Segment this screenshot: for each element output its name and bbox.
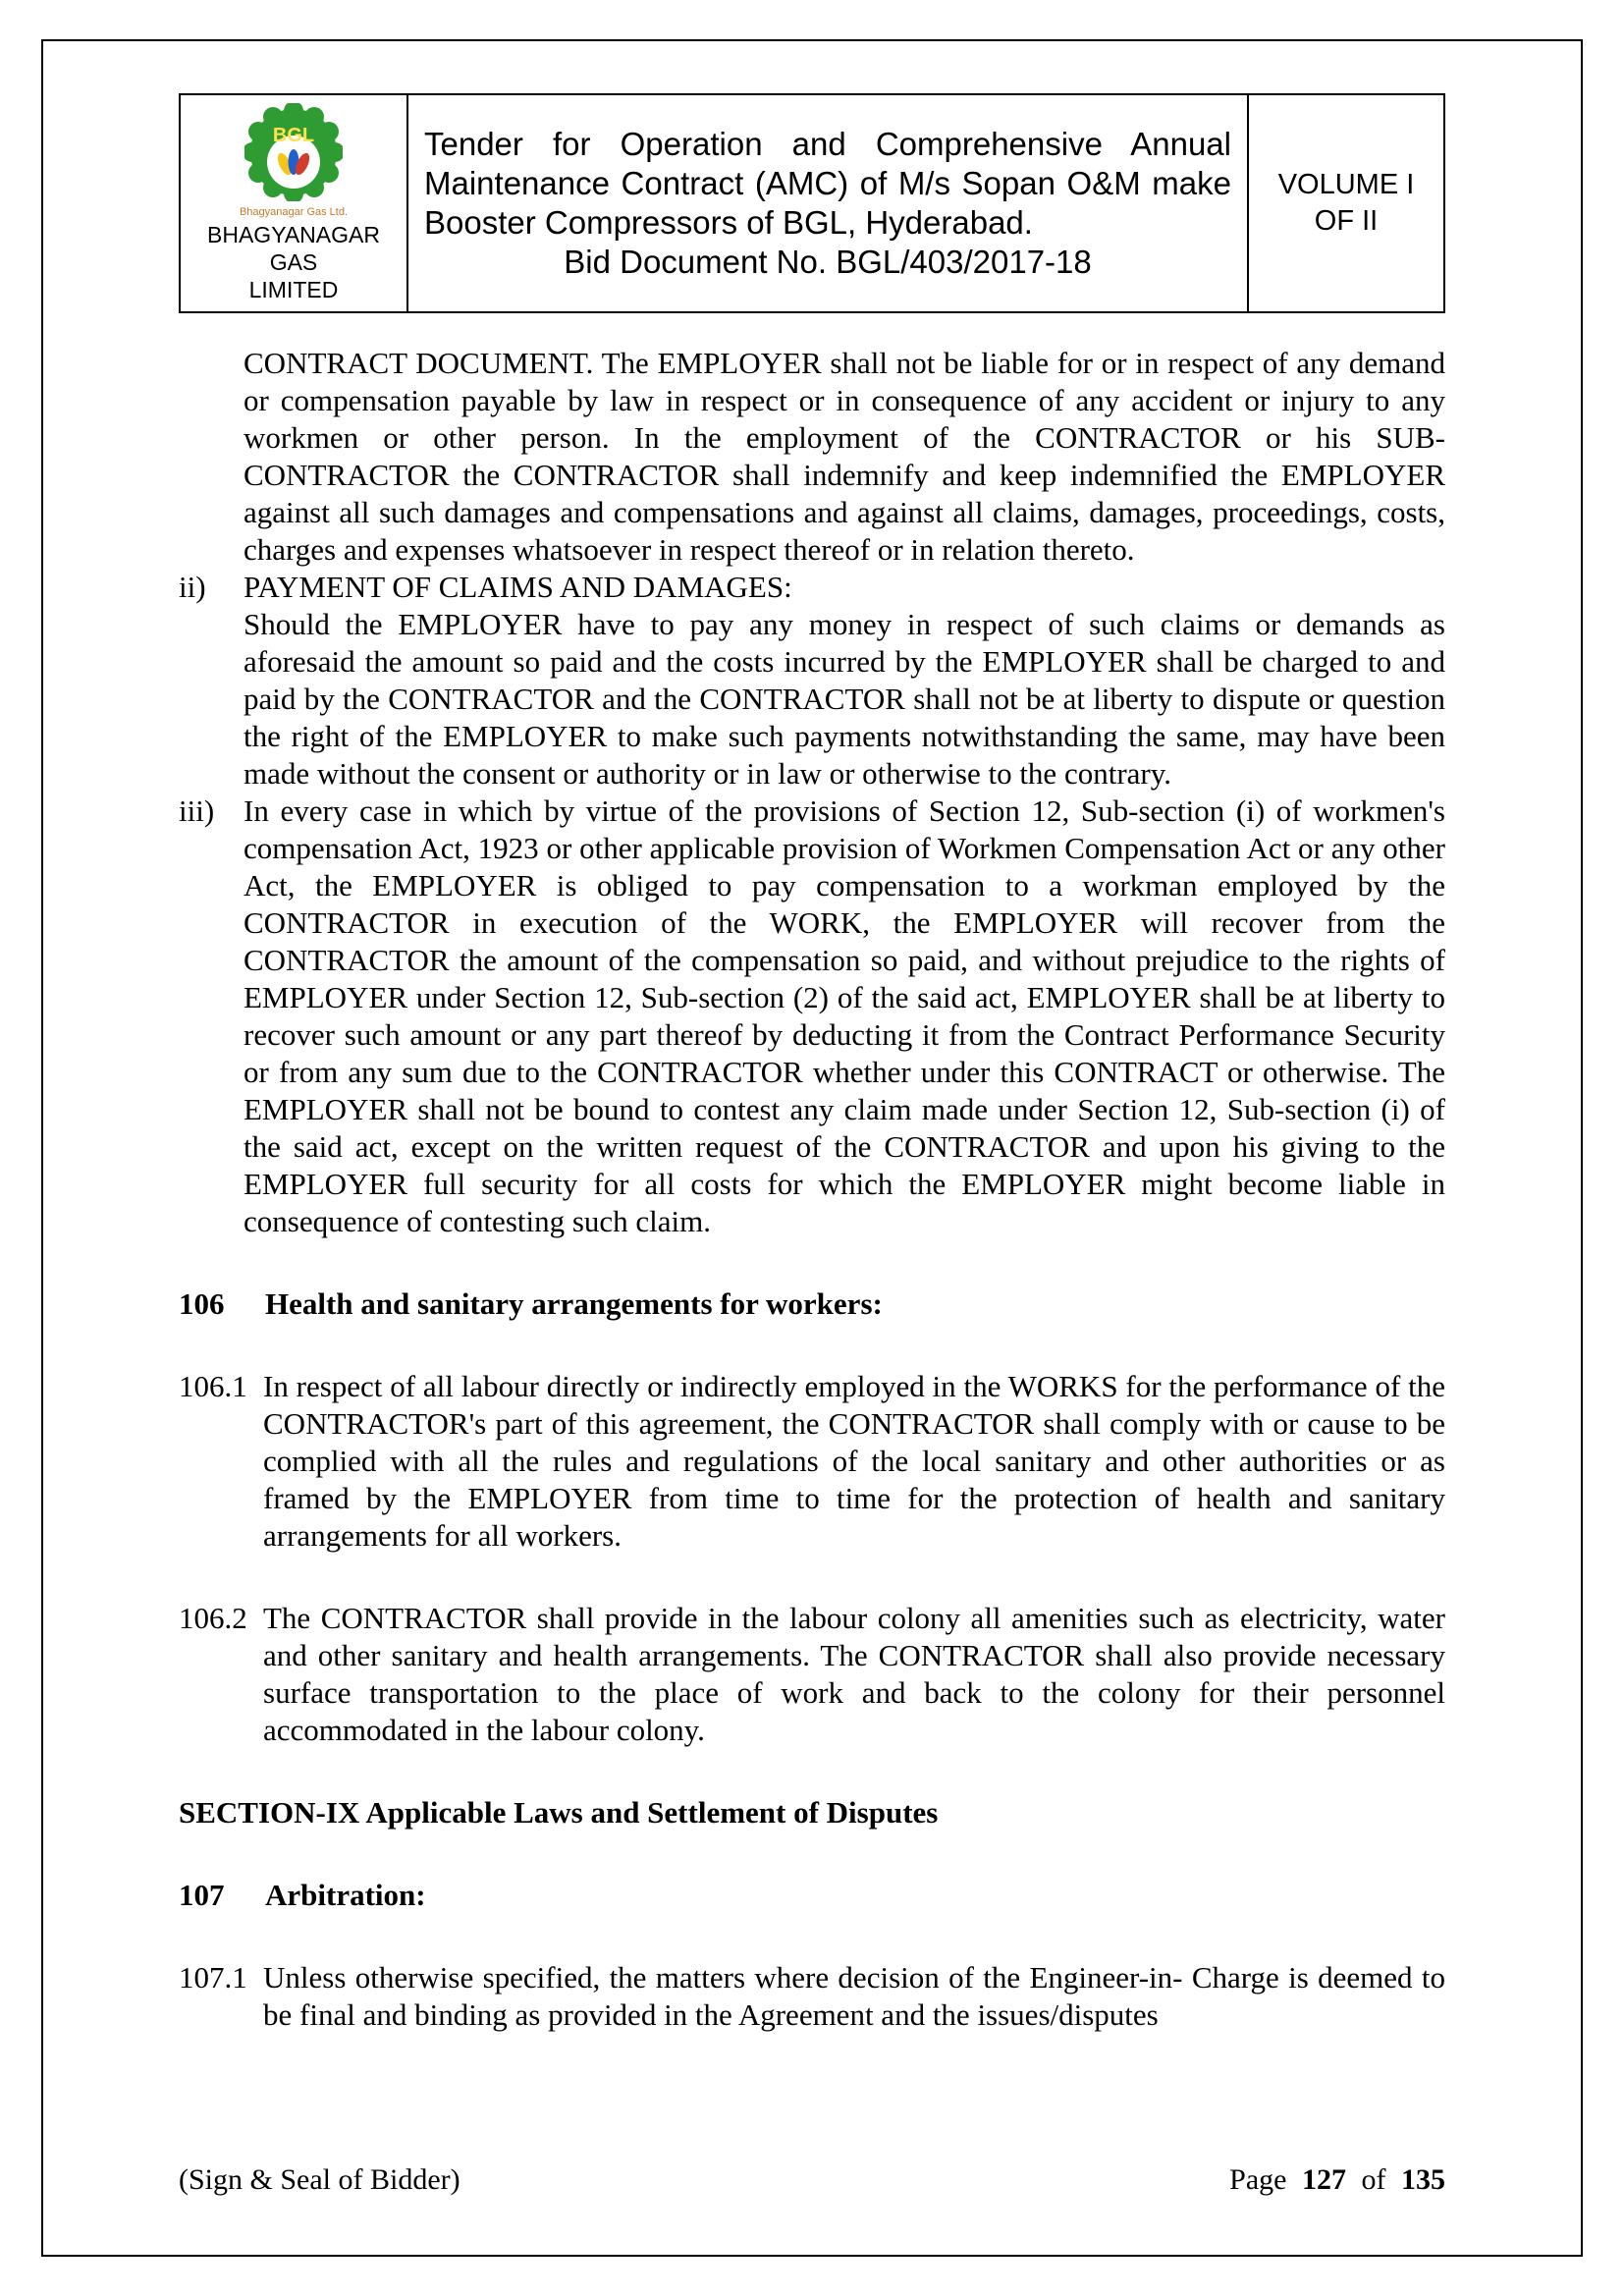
- bgl-monogram-text: BGL: [272, 125, 315, 146]
- heading-107-number: 107: [179, 1878, 225, 1912]
- page-footer: [179, 2162, 1445, 2198]
- list-item-iii-text: In every case in which by virtue of the provisions of Section 12, Sub-section (i) of workmen's compensation Act, 1923 or other applicable provision of Workmen Compensation Act or any other Act, the EMPLOYER is obliged to pay compensation to a workman employed by the CONTRACTOR in execution of the WORK, the EMPLOYER will recover from the CONTRACTOR the amount of the compensation so paid, and without prejudice to the rights of EMPLOYER under Section 12, Sub-section (2) of the said act, EMPLOYER shall be at liberty to recover such amount or any part thereof by deducting it from the Contract Performance Security or from any sum due to the CONTRACTOR whether under this CONTRACT or otherwise. The EMPLOYER shall not be bound to contest any claim made under Section 12, Sub-section (i) of the said act, except on the written request of the CONTRACTOR and upon his giving to the EMPLOYER full security for all costs for which the EMPLOYER might become liable in consequence of contesting such claim.: [244, 793, 1445, 1238]
- list-item-ii-heading: PAYMENT OF CLAIMS AND DAMAGES:: [244, 570, 792, 604]
- clause-107-1: [179, 1959, 1445, 2034]
- footer-total-pages: 135: [1401, 2163, 1445, 2196]
- list-marker-iii: iii): [179, 793, 215, 828]
- intro-paragraph: CONTRACT DOCUMENT. The EMPLOYER shall not be liable for or in respect of any demand or compensation payable by law in respect or in consequence of any accident or injury to any workmen or other person. In the employment of the CONTRACTOR or his SUB-CONTRACTOR the CONTRACTOR shall indemnify and keep indemnified the EMPLOYER against all such damages and compensations and against all claims, damages, proceedings, costs, charges and expenses whatsoever in respect thereof or in relation thereto.: [244, 346, 1445, 567]
- volume-label: [1248, 94, 1444, 312]
- list-marker-ii: ii): [179, 570, 206, 604]
- list-item-ii-text: Should the EMPLOYER have to pay any money in respect of such claims or demands as aforesaid the amount so paid and the costs incurred by the EMPLOYER shall be charged to and paid by the CONTRACTOR and the CONTRACTOR shall not be at liberty to dispute or question the right of the EMPLOYER to make such payments notwithstanding the same, may have been made without the consent or authority or in law or otherwise to the contrary.: [244, 607, 1445, 791]
- clause-107-1-number: 107.1: [179, 1960, 247, 1995]
- page-content: [179, 93, 1445, 2034]
- heading-106-number: 106: [179, 1286, 225, 1321]
- clause-106-1-text: In respect of all labour directly or indirectly employed in the WORKS for the performance of the CONTRACTOR's part of this agreement, the CONTRACTOR shall comply with or cause to be complied with all the rules and regulations of the local sanitary and other authorities or as framed by the EMPLOYER from time to time for the protection of health and sanitary arrangements for all workers.: [263, 1369, 1445, 1553]
- clause-106-2: [179, 1600, 1445, 1749]
- list-item-iii: [179, 793, 1445, 1240]
- volume-line1: VOLUME I: [1277, 169, 1415, 200]
- logo-caption: Bhagyanagar Gas Ltd.: [239, 206, 349, 218]
- clause-106-2-text: The CONTRACTOR shall provide in the labour colony all amenities such as electricity, water and other sanitary and health arrangements. The CONTRACTOR shall also provide necessary surface transportation to the place of work and back to the colony for their personnel accommodated in the labour colony.: [263, 1601, 1445, 1747]
- clause-106-1: [179, 1368, 1445, 1555]
- list-item-ii: [179, 569, 1445, 793]
- heading-107-text: Arbitration:: [265, 1878, 426, 1912]
- heading-107: [179, 1877, 1445, 1914]
- bgl-logo-icon: [244, 103, 343, 201]
- footer-page-number: [1229, 2162, 1445, 2198]
- section-ix-heading: SECTION-IX Applicable Laws and Settlement of Disputes: [179, 1795, 939, 1830]
- clause-106-2-number: 106.2: [179, 1601, 247, 1635]
- org-name: [187, 221, 401, 303]
- header-table: [179, 93, 1445, 313]
- heading-106: [179, 1285, 1445, 1323]
- footer-page-label: Page: [1229, 2163, 1287, 2196]
- heading-106-text: Health and sanitary arrangements for workers:: [265, 1286, 883, 1321]
- bid-number: Bid Document No. BGL/403/2017-18: [564, 244, 1092, 280]
- footer-sign-seal: (Sign & Seal of Bidder): [179, 2163, 460, 2196]
- volume-line2: OF II: [1314, 205, 1379, 237]
- clause-106-1-number: 106.1: [179, 1369, 247, 1403]
- org-name-line2: LIMITED: [248, 277, 339, 302]
- footer-of-label: of: [1361, 2163, 1386, 2196]
- clause-107-1-text: Unless otherwise specified, the matters where decision of the Engineer-in- Charge is deemed to be final and binding as provided in the Agreement and the issues/disputes: [263, 1960, 1445, 2032]
- footer-current-page: 127: [1302, 2163, 1346, 2196]
- title-cell: [407, 94, 1248, 312]
- logo-cell: [180, 94, 407, 312]
- org-name-line1: BHAGYANAGAR GAS: [207, 222, 380, 275]
- doc-title: Tender for Operation and Comprehensive Annual Maintenance Contract (AMC) of M/s Sopan O&M make Booster Compressors of BGL, Hyderabad.: [424, 126, 1231, 241]
- body-text: [179, 345, 1445, 2034]
